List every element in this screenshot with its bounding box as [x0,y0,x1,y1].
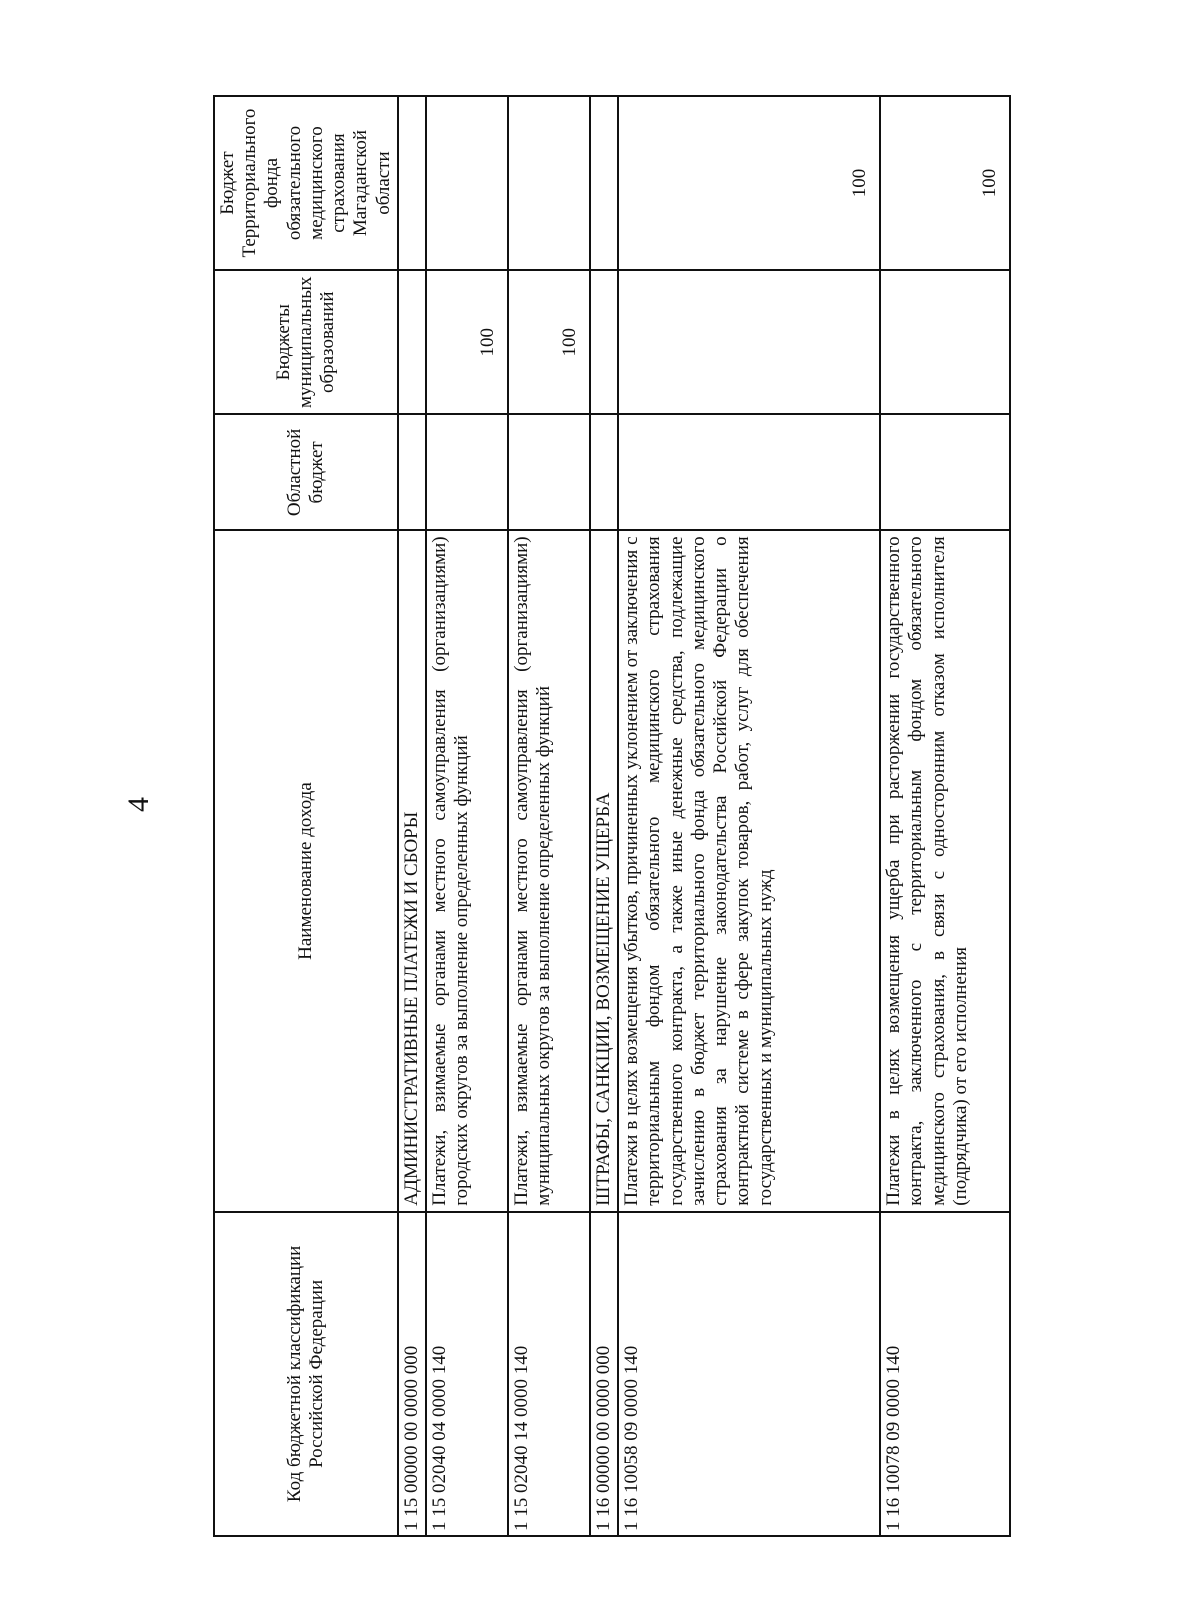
row-code: 1 16 00000 00 0000 000 [590,1212,618,1536]
row-code: 1 16 10078 09 0000 140 [880,1212,1010,1536]
row-municipal [590,270,618,414]
table-row [508,96,590,1536]
row-municipal [880,270,1010,414]
table-row [618,96,880,1536]
row-regional [590,414,618,530]
header-municipal: Бюджеты муниципальных образований [214,270,398,414]
row-tfoms: 100 [618,96,880,270]
row-name: АДМИНИСТРАТИВНЫЕ ПЛАТЕЖИ И СБОРЫ [398,530,426,1211]
table-row [590,96,618,1536]
table-row [880,96,1010,1536]
row-municipal: 100 [508,270,590,414]
income-table [213,95,1011,1537]
table-row [426,96,508,1536]
header-regional: Областной бюджет [214,414,398,530]
table-header-row [214,96,398,1536]
row-code: 1 15 00000 00 0000 000 [398,1212,426,1536]
row-municipal [618,270,880,414]
row-municipal [398,270,426,414]
row-regional [508,414,590,530]
row-code: 1 16 10058 09 0000 140 [618,1212,880,1536]
header-name: Наименование дохода [214,530,398,1211]
row-regional [618,414,880,530]
row-regional [880,414,1010,530]
row-tfoms: 100 [880,96,1010,270]
row-name: Платежи в целях возмещения ущерба при расторжении государственного контракта, заключенного с территориальным фондом обязательного медицинского страхования, в связи с односторонним отказом исполнителя (подрядчика) от его исполнения [880,530,1010,1211]
row-code: 1 15 02040 14 0000 140 [508,1212,590,1536]
row-regional [398,414,426,530]
page-number: 4 [122,797,155,812]
row-code: 1 15 02040 04 0000 140 [426,1212,508,1536]
row-tfoms [426,96,508,270]
row-name: ШТРАФЫ, САНКЦИИ, ВОЗМЕЩЕНИЕ УЩЕРБА [590,530,618,1211]
table-row [398,96,426,1536]
income-table-wrapper [213,95,1000,1537]
row-tfoms [508,96,590,270]
row-regional [426,414,508,530]
row-name: Платежи, взимаемые органами местного самоуправления (организациями) муниципальных округов за выполнение определенных функций [508,530,590,1211]
row-tfoms [398,96,426,270]
row-tfoms [590,96,618,270]
row-name: Платежи в целях возмещения убытков, причиненных уклонением от заключения с территориальным фондом обязательного медицинского страхования государственного контракта, а также иные денежные средства, подлежащие зачислению в бюджет территориального фонда обязательного медицинского страхования за нарушение законодательства Российской Федерации о контрактной системе в сфере закупок товаров, работ, услуг для обеспечения государственных и муниципальных нужд [618,530,880,1211]
header-code: Код бюджетной классификации Российской Федерации [214,1212,398,1536]
header-tfoms: Бюджет Территориального фонда обязательного медицинского страхования Магаданской области [214,96,398,270]
row-name: Платежи, взимаемые органами местного самоуправления (организациями) городских округов за выполнение определенных функций [426,530,508,1211]
row-municipal: 100 [426,270,508,414]
